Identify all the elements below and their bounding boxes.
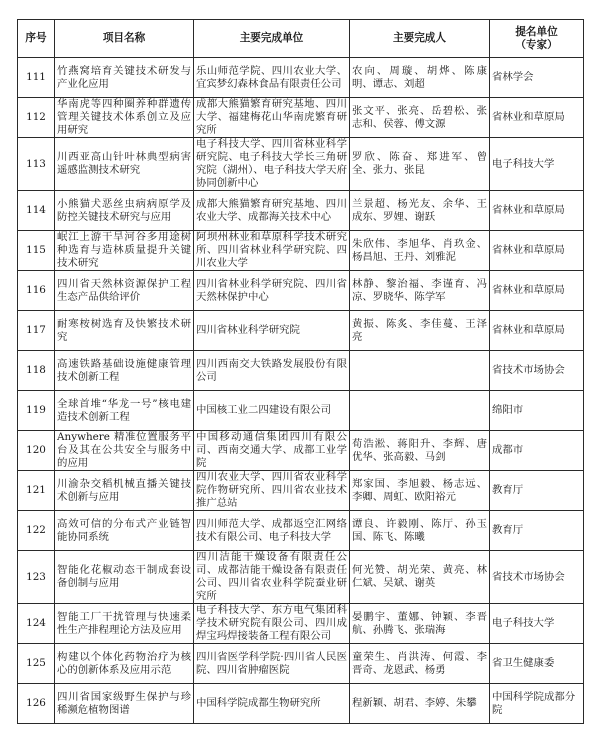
cell-no: 125: [18, 644, 55, 684]
cell-no: 120: [18, 431, 55, 471]
cell-nominator: 省卫生健康委: [490, 644, 584, 684]
cell-project-name: 四川省天然林资源保护工程生态产品供给评价: [55, 271, 194, 311]
cell-person: 郑家国、李旭毅、杨志远、李卿、周虹、欧阳裕元: [350, 471, 490, 511]
cell-person: 程新颖、胡君、李婷、朱攀: [350, 684, 490, 724]
cell-unit: 四川省林业科学研究院、四川省天然林保护中心: [194, 271, 350, 311]
cell-no: 117: [18, 311, 55, 351]
cell-unit: 四川洁能干燥设备有限责任公司、成都洁能干燥设备有限责任公司、四川省农业科学院蚕业研究所: [194, 551, 350, 604]
cell-nominator: 成都市: [490, 431, 584, 471]
cell-no: 113: [18, 138, 55, 191]
cell-unit: 四川农业大学、四川省农业科学院作物研究所、四川省农业技术推广总站: [194, 471, 350, 511]
table-row: [18, 644, 584, 684]
cell-no: 116: [18, 271, 55, 311]
header-unit: 主要完成单位: [194, 20, 350, 58]
cell-nominator: 省技术市场协会: [490, 351, 584, 391]
cell-person: 晏鹏宇、董娜、钟颖、李晋航、孙腾飞、张瑞海: [350, 604, 490, 644]
cell-project-name: 川西亚高山针叶林典型病害遥感监测技术研究: [55, 138, 194, 191]
header-project-name: 项目名称: [55, 20, 194, 58]
cell-person: 林静、黎治福、李谨育、冯凉、罗晓华、陈学军: [350, 271, 490, 311]
table-row: [18, 604, 584, 644]
cell-unit: 四川省林业科学研究院: [194, 311, 350, 351]
cell-project-name: 智能化花椒动态干制成套设备创制与应用: [55, 551, 194, 604]
cell-no: 111: [18, 58, 55, 98]
cell-person: 罗欣、陈奋、郑进军、曾全、张力、张昆: [350, 138, 490, 191]
cell-nominator: 教育厅: [490, 471, 584, 511]
cell-unit: 中国核工业二四建设有限公司: [194, 391, 350, 431]
cell-unit: 电子科技大学、东方电气集团科学技术研究院有限公司、四川成焊宝玛焊接装备工程有限公司: [194, 604, 350, 644]
table-row: [18, 551, 584, 604]
cell-person: 何光赞、胡光荣、黄亮、林仁斌、吴斌、谢英: [350, 551, 490, 604]
cell-no: 112: [18, 98, 55, 138]
cell-no: 126: [18, 684, 55, 724]
cell-no: 118: [18, 351, 55, 391]
cell-project-name: 全球首堆“华龙一号”核电建造技术创新工程: [55, 391, 194, 431]
cell-no: 124: [18, 604, 55, 644]
cell-person: 谭良、许毅刚、陈厅、孙玉国、陈飞、陈曦: [350, 511, 490, 551]
cell-nominator: 省林业和草原局: [490, 311, 584, 351]
cell-unit: 中国科学院成都生物研究所: [194, 684, 350, 724]
header-nominator: 提名单位 （专家）: [490, 20, 584, 58]
cell-project-name: Anywhere 精准位置服务平台及其在公共安全与服务中的应用: [55, 431, 194, 471]
cell-unit: 电子科技大学、四川省林业科学研究院、电子科技大学长三角研究院（湖州）、电子科技大学天府协同创新中心: [194, 138, 350, 191]
table-row: [18, 511, 584, 551]
cell-project-name: 小熊猫犬恶丝虫病病原学及防控关键技术研究与应用: [55, 191, 194, 231]
awards-table: [17, 19, 584, 724]
cell-nominator: 电子科技大学: [490, 138, 584, 191]
cell-person: [350, 351, 490, 391]
cell-project-name: 构建以个体化药物治疗为核心的创新体系及应用示范: [55, 644, 194, 684]
cell-nominator: 绵阳市: [490, 391, 584, 431]
cell-person: 荀浩淞、蒋阳升、李辉、唐优华、张高毅、马剑: [350, 431, 490, 471]
cell-project-name: 高效可信的分布式产业链智能协同系统: [55, 511, 194, 551]
table-row: [18, 391, 584, 431]
cell-nominator: 教育厅: [490, 511, 584, 551]
header-person: 主要完成人: [350, 20, 490, 58]
cell-project-name: 竹燕窝培育关键技术研发与产业化应用: [55, 58, 194, 98]
cell-no: 115: [18, 231, 55, 271]
table-row: [18, 431, 584, 471]
cell-project-name: 岷江上游干旱河谷多用途树种选育与造林质量提升关键技术研究: [55, 231, 194, 271]
cell-person: [350, 391, 490, 431]
cell-project-name: 高速铁路基础设施健康管理技术创新工程: [55, 351, 194, 391]
cell-no: 114: [18, 191, 55, 231]
table-row: [18, 351, 584, 391]
cell-project-name: 川渝杂交稻机械直播关键技术创新与应用: [55, 471, 194, 511]
cell-nominator: 中国科学院成都分院: [490, 684, 584, 724]
cell-nominator: 省林业和草原局: [490, 191, 584, 231]
cell-person: 朱欣伟、李旭华、肖玖金、杨昌旭、王丹、刘雅泥: [350, 231, 490, 271]
table-row: [18, 311, 584, 351]
table-row: [18, 138, 584, 191]
cell-unit: 四川省医学科学院·四川省人民医院、四川省肿瘤医院: [194, 644, 350, 684]
table-row: [18, 231, 584, 271]
table-row: [18, 98, 584, 138]
table-row: [18, 58, 584, 98]
cell-person: 童荣生、肖洪涛、何霞、李晋奇、龙恩武、杨勇: [350, 644, 490, 684]
cell-unit: 成都大熊猫繁育研究基地、四川大学、福建梅花山华南虎繁育研究所: [194, 98, 350, 138]
cell-unit: 中国移动通信集团四川有限公司、西南交通大学、成都工业学院: [194, 431, 350, 471]
table-header-row: [18, 20, 584, 58]
cell-unit: 四川西南交大铁路发展股份有限公司: [194, 351, 350, 391]
cell-nominator: 省技术市场协会: [490, 551, 584, 604]
cell-no: 119: [18, 391, 55, 431]
cell-no: 123: [18, 551, 55, 604]
header-no: 序号: [18, 20, 55, 58]
cell-nominator: 省林业和草原局: [490, 231, 584, 271]
cell-nominator: 省林业和草原局: [490, 271, 584, 311]
cell-no: 121: [18, 471, 55, 511]
cell-nominator: 省林学会: [490, 58, 584, 98]
cell-unit: 乐山师范学院、四川农业大学、宜宾梦幻森林食品有限责任公司: [194, 58, 350, 98]
cell-nominator: 电子科技大学: [490, 604, 584, 644]
table-row: [18, 271, 584, 311]
cell-unit: 阿坝州林业和草原科学技术研究所、四川省林业科学研究院、四川农业大学: [194, 231, 350, 271]
cell-person: 农向、周璇、胡烨、陈康明、谭志、刘超: [350, 58, 490, 98]
cell-project-name: 耐寒桉树选育及快繁技术研究: [55, 311, 194, 351]
table-row: [18, 471, 584, 511]
cell-no: 122: [18, 511, 55, 551]
cell-unit: 四川师范大学、成都返空汇网络技术有限公司、电子科技大学: [194, 511, 350, 551]
table-row: [18, 684, 584, 724]
cell-nominator: 省林业和草原局: [490, 98, 584, 138]
cell-person: 兰景超、杨光友、余华、王成东、罗娌、谢跃: [350, 191, 490, 231]
cell-project-name: 智能工厂干扰管理与快速柔性生产排程理论方法及应用: [55, 604, 194, 644]
cell-unit: 成都大熊猫繁育研究基地、四川农业大学、成都海关技术中心: [194, 191, 350, 231]
cell-project-name: 华南虎等四种圈养种群遗传管理关键技术体系创立及应用研究: [55, 98, 194, 138]
cell-project-name: 四川省国家级野生保护与珍稀濒危植物图谱: [55, 684, 194, 724]
cell-person: 黄振、陈炙、李佳蔓、王泽亮: [350, 311, 490, 351]
cell-person: 张文平、张亮、岳碧松、张志和、侯蓉、傅文源: [350, 98, 490, 138]
table-row: [18, 191, 584, 231]
